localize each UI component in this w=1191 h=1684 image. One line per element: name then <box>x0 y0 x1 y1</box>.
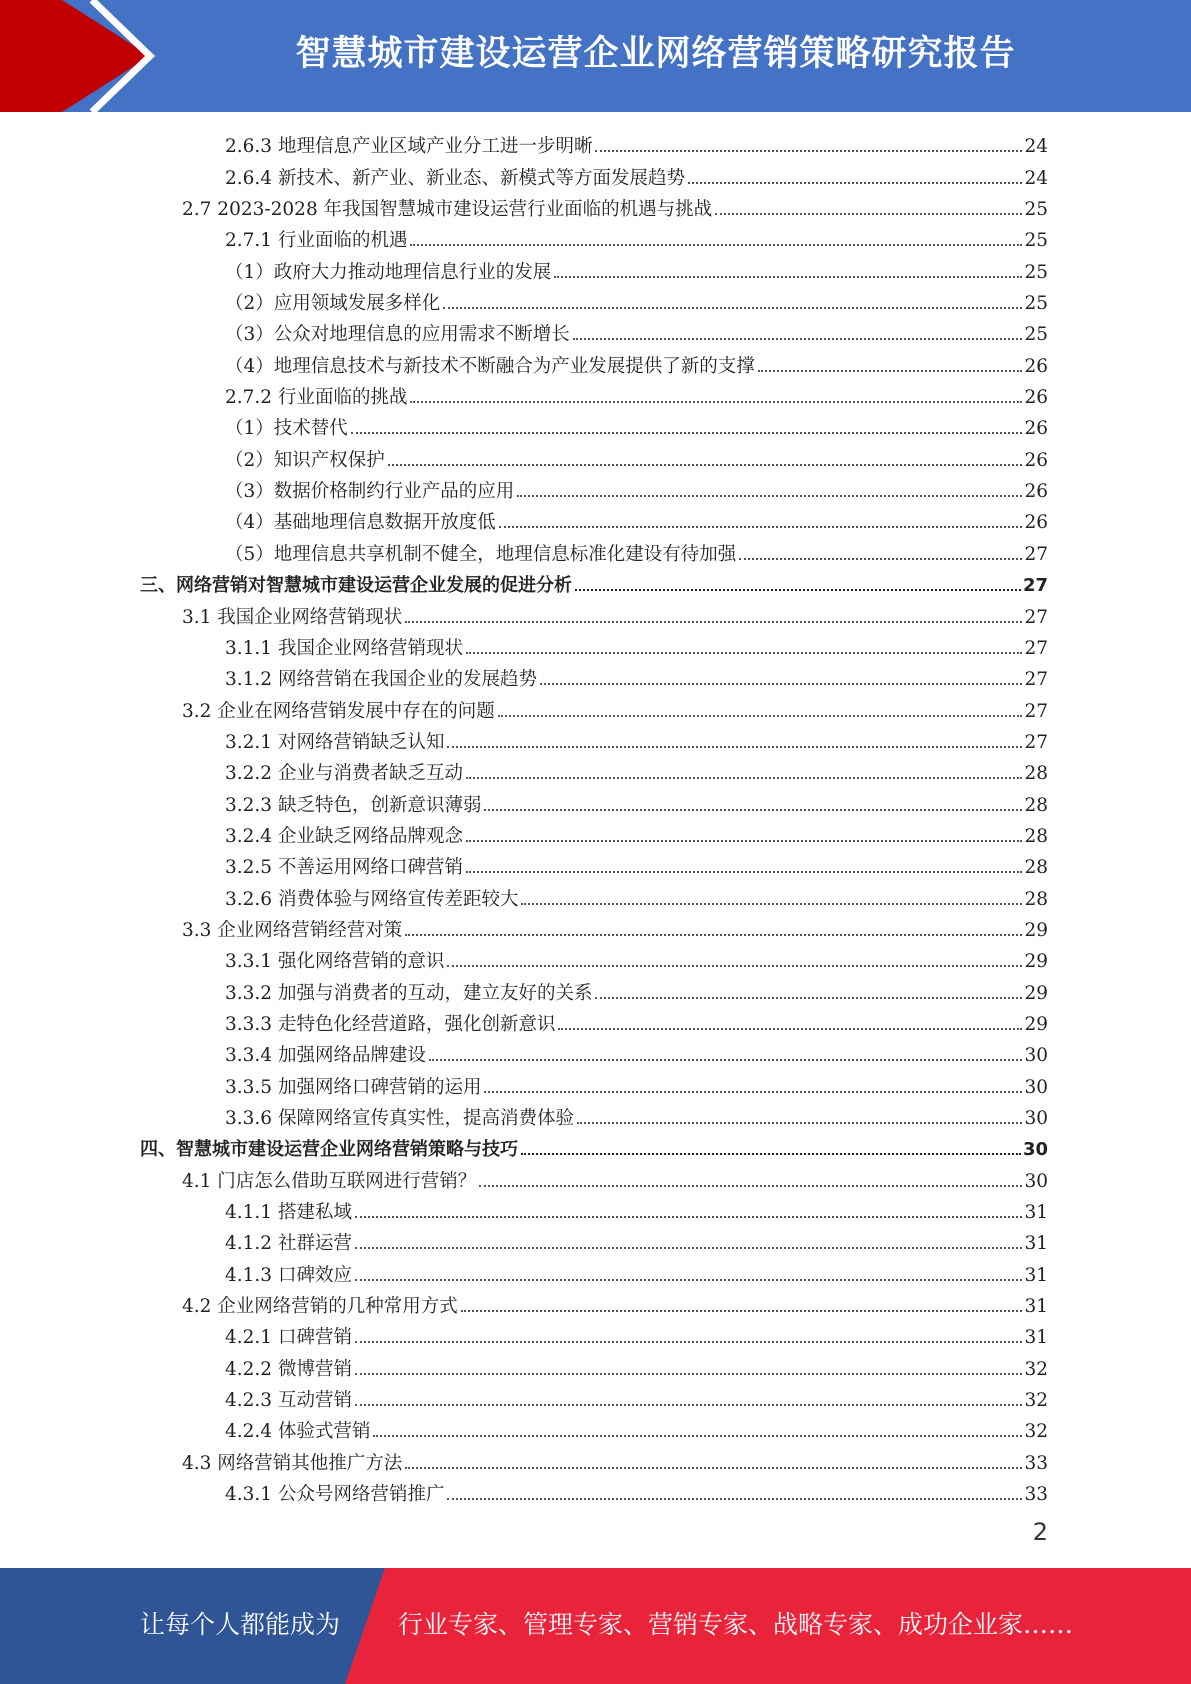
toc-entry-label: 4.3.1 公众号网络营销推广 <box>225 1484 445 1506</box>
toc-dot-leader <box>715 213 1022 215</box>
toc-entry[interactable] <box>140 630 1048 661</box>
toc-entry[interactable] <box>140 535 1048 566</box>
toc-entry[interactable] <box>140 191 1048 222</box>
toc-entry-label: 3.3.5 加强网络口碑营销的运用 <box>225 1076 482 1098</box>
toc-entry-page: 28 <box>1024 825 1048 847</box>
toc-entry-label: 3.3.4 加强网络品牌建设 <box>225 1045 426 1067</box>
toc-dot-leader <box>484 809 1022 811</box>
toc-dot-leader <box>405 1467 1022 1469</box>
toc-dot-leader <box>410 244 1022 246</box>
toc-entry[interactable] <box>140 1382 1048 1413</box>
toc-entry-page: 25 <box>1024 230 1048 252</box>
toc-entry-label: （3）公众对地理信息的应用需求不断增长 <box>225 324 570 346</box>
toc-entry-page: 29 <box>1024 1013 1048 1035</box>
toc-entry-page: 32 <box>1024 1390 1048 1412</box>
toc-entry-page: 27 <box>1024 700 1048 722</box>
toc-entry[interactable] <box>140 347 1048 378</box>
toc-entry[interactable] <box>140 316 1048 347</box>
toc-dot-leader <box>466 652 1022 654</box>
toc-dot-leader <box>373 1435 1022 1437</box>
toc-entry-label: 3.1.2 网络营销在我国企业的发展趋势 <box>225 669 537 691</box>
toc-dot-leader <box>558 1028 1022 1030</box>
toc-entry-label: （5）地理信息共享机制不健全，地理信息标准化建设有待加强 <box>225 543 737 565</box>
toc-entry-page: 30 <box>1024 1170 1048 1192</box>
toc-entry[interactable] <box>140 1162 1048 1193</box>
toc-entry-page: 25 <box>1024 261 1048 283</box>
toc-entry-label: 4.2.2 微博营销 <box>225 1358 352 1380</box>
toc-entry-page: 28 <box>1024 763 1048 785</box>
toc-entry-page: 31 <box>1024 1296 1048 1318</box>
toc-entry-label: 3.2.3 缺乏特色，创新意识薄弱 <box>225 794 482 816</box>
toc-entry[interactable] <box>140 410 1048 441</box>
toc-entry-label: 4.1.3 口碑效应 <box>225 1264 352 1286</box>
toc-entry-page: 29 <box>1024 982 1048 1004</box>
toc-entry-label: 3.2.6 消费体验与网络宣传差距较大 <box>225 888 519 910</box>
toc-entry-page: 28 <box>1024 794 1048 816</box>
toc-entry-label: 3.3.2 加强与消费者的互动，建立友好的关系 <box>225 982 593 1004</box>
toc-entry-label: 4.2.3 互动营销 <box>225 1390 352 1412</box>
toc-entry-page: 30 <box>1024 1076 1048 1098</box>
toc-dot-leader <box>355 1341 1023 1343</box>
toc-entry[interactable] <box>140 253 1048 284</box>
toc-entry[interactable] <box>140 755 1048 786</box>
toc-entry-label: 3.2.4 企业缺乏网络品牌观念 <box>225 825 463 847</box>
toc-entry-label: 三、网络营销对智慧城市建设运营企业发展的促进分析 <box>140 575 572 597</box>
toc-entry-label: 4.3 网络营销其他推广方法 <box>182 1452 403 1474</box>
toc-entry[interactable] <box>140 692 1048 723</box>
toc-entry[interactable] <box>140 974 1048 1005</box>
toc-entry-label: 2.7.2 行业面临的挑战 <box>225 387 408 409</box>
toc-dot-leader <box>573 338 1023 340</box>
toc-dot-leader <box>405 621 1022 623</box>
toc-dot-leader <box>429 1059 1022 1061</box>
toc-entry-page: 26 <box>1024 449 1048 471</box>
toc-entry-label: 4.1.1 搭建私域 <box>225 1202 352 1224</box>
toc-entry-page: 31 <box>1024 1327 1048 1349</box>
toc-dot-leader <box>355 1216 1023 1218</box>
toc-entry-label: 2.6.4 新技术、新产业、新业态、新模式等方面发展趋势 <box>225 167 685 189</box>
toc-entry[interactable] <box>140 285 1048 316</box>
toc-dot-leader <box>351 432 1023 434</box>
toc-entry-label: 3.2.1 对网络营销缺乏认知 <box>225 731 445 753</box>
toc-dot-leader <box>466 871 1022 873</box>
toc-entry-label: 2.7 2023-2028 年我国智慧城市建设运营行业面临的机遇与挑战 <box>182 199 713 221</box>
toc-dot-leader <box>466 840 1022 842</box>
toc-entry-page: 25 <box>1024 324 1048 346</box>
toc-dot-leader <box>355 1373 1023 1375</box>
toc-entry-label: 3.2 企业在网络营销发展中存在的问题 <box>182 700 495 722</box>
toc-entry[interactable] <box>140 1068 1048 1099</box>
toc-entry-label: 四、智慧城市建设运营企业网络营销策略与技巧 <box>140 1139 518 1161</box>
toc-dot-leader <box>388 464 1023 466</box>
toc-entry-label: 3.3 企业网络营销经营对策 <box>182 919 403 941</box>
toc-entry[interactable] <box>140 1006 1048 1037</box>
toc-entry-page: 29 <box>1024 919 1048 941</box>
toc-entry-label: 4.2.1 口碑营销 <box>225 1327 352 1349</box>
toc-entry-label: （4）地理信息技术与新技术不断融合为产业发展提供了新的支撑 <box>225 355 755 377</box>
toc-dot-leader <box>355 1247 1023 1249</box>
toc-entry-label: （3）数据价格制约行业产品的应用 <box>225 481 515 503</box>
toc-dot-leader <box>739 558 1022 560</box>
toc-dot-leader <box>466 777 1022 779</box>
toc-entry[interactable] <box>140 1319 1048 1350</box>
toc-entry-page: 31 <box>1024 1264 1048 1286</box>
toc-entry-page: 26 <box>1024 481 1048 503</box>
toc-entry-label: 3.2.5 不善运用网络口碑营销 <box>225 857 463 879</box>
toc-dot-leader <box>758 370 1023 372</box>
toc-entry-label: 3.3.1 强化网络营销的意识 <box>225 951 445 973</box>
toc-entry-page: 30 <box>1024 1045 1048 1067</box>
toc-entry[interactable] <box>140 1225 1048 1256</box>
toc-entry[interactable] <box>140 1476 1048 1507</box>
toc-entry[interactable] <box>140 128 1048 159</box>
toc-entry[interactable] <box>140 473 1048 504</box>
toc-dot-leader <box>447 746 1022 748</box>
toc-entry[interactable] <box>140 661 1048 692</box>
toc-dot-leader <box>447 1498 1022 1500</box>
toc-entry[interactable] <box>140 159 1048 190</box>
toc-entry-label: 2.6.3 地理信息产业区域产业分工进一步明晰 <box>225 136 593 158</box>
page-header <box>0 0 1191 112</box>
toc-entry[interactable] <box>140 1350 1048 1381</box>
toc-entry-page: 31 <box>1024 1233 1048 1255</box>
toc-entry-page: 30 <box>1022 1139 1048 1161</box>
toc-entry-page: 27 <box>1024 543 1048 565</box>
red-arrow-shape <box>0 0 150 112</box>
toc-dot-leader <box>443 307 1022 309</box>
toc-entry-page: 25 <box>1024 293 1048 315</box>
page-footer <box>0 1568 1191 1684</box>
toc-entry[interactable] <box>140 1131 1048 1162</box>
toc-entry-label: 4.1.2 社群运营 <box>225 1233 352 1255</box>
toc-entry-label: 4.2 企业网络营销的几种常用方式 <box>182 1296 458 1318</box>
toc-dot-leader <box>405 934 1022 936</box>
toc-dot-leader <box>575 589 1021 591</box>
toc-entry[interactable] <box>140 379 1048 410</box>
toc-entry-label: （2）知识产权保护 <box>225 449 385 471</box>
toc-entry[interactable] <box>140 880 1048 911</box>
toc-entry-label: 4.2.4 体验式营销 <box>225 1421 371 1443</box>
toc-dot-leader <box>595 150 1022 152</box>
toc-entry[interactable] <box>140 1100 1048 1131</box>
toc-entry-label: 2.7.1 行业面临的机遇 <box>225 230 408 252</box>
toc-entry[interactable] <box>140 849 1048 880</box>
toc-entry[interactable] <box>140 1037 1048 1068</box>
toc-dot-leader <box>484 1091 1022 1093</box>
toc-dot-leader <box>499 526 1023 528</box>
toc-entry-page: 28 <box>1024 857 1048 879</box>
toc-entry[interactable] <box>140 441 1048 472</box>
toc-entry-page: 33 <box>1024 1452 1048 1474</box>
toc-entry[interactable] <box>140 912 1048 943</box>
toc-entry-page: 26 <box>1024 418 1048 440</box>
toc-entry-page: 26 <box>1024 355 1048 377</box>
toc-entry-page: 32 <box>1024 1358 1048 1380</box>
toc-entry[interactable] <box>140 724 1048 755</box>
toc-entry-page: 25 <box>1024 199 1048 221</box>
toc-dot-leader <box>688 182 1022 184</box>
toc-entry[interactable] <box>140 567 1048 598</box>
toc-entry[interactable] <box>140 598 1048 629</box>
toc-dot-leader <box>521 1153 1021 1155</box>
page-number: 2 <box>1032 1518 1048 1546</box>
toc-entry-label: （1）技术替代 <box>225 418 348 440</box>
toc-entry-label: 4.1 门店怎么借助互联网进行营销？ <box>182 1170 477 1192</box>
toc-entry-label: （2）应用领域发展多样化 <box>225 293 441 315</box>
toc-dot-leader <box>410 401 1022 403</box>
report-title: 智慧城市建设运营企业网络营销策略研究报告 <box>295 34 1016 74</box>
toc-entry-page: 31 <box>1024 1202 1048 1224</box>
toc-dot-leader <box>595 997 1022 999</box>
toc-entry-page: 27 <box>1024 637 1048 659</box>
toc-entry-label: 3.1.1 我国企业网络营销现状 <box>225 637 463 659</box>
toc-dot-leader <box>447 965 1022 967</box>
toc-dot-leader <box>521 903 1022 905</box>
toc-entry[interactable] <box>140 1194 1048 1225</box>
toc-entry-page: 33 <box>1024 1484 1048 1506</box>
toc-entry[interactable] <box>140 943 1048 974</box>
toc-dot-leader <box>554 276 1022 278</box>
toc-entry[interactable] <box>140 222 1048 253</box>
toc-entry-page: 27 <box>1024 669 1048 691</box>
toc-dot-leader <box>540 683 1022 685</box>
toc-entry[interactable] <box>140 1256 1048 1287</box>
toc-dot-leader <box>355 1279 1023 1281</box>
footer-slogan-right: 行业专家、管理专家、营销专家、战略专家、成功企业家…… <box>398 1610 1074 1639</box>
toc-dot-leader <box>355 1404 1023 1406</box>
footer-slogan-left: 让每个人都能成为 <box>140 1610 341 1639</box>
toc-entry-label: （1）政府大力推动地理信息行业的发展 <box>225 261 552 283</box>
toc-entry-page: 27 <box>1024 731 1048 753</box>
toc-entry[interactable] <box>140 504 1048 535</box>
toc-entry[interactable] <box>140 1288 1048 1319</box>
toc-entry[interactable] <box>140 786 1048 817</box>
toc-entry-page: 30 <box>1024 1108 1048 1129</box>
toc-entry-label: （4）基础地理信息数据开放度低 <box>225 512 496 534</box>
toc-entry-label: 3.3.6 保障网络宣传真实性，提高消费体验 <box>225 1108 574 1129</box>
toc-entry-label: 3.2.2 企业与消费者缺乏互动 <box>225 763 463 785</box>
toc-entry-page: 26 <box>1024 387 1048 409</box>
toc-dot-leader <box>517 495 1022 497</box>
toc-entry[interactable] <box>140 1444 1048 1475</box>
toc-entry-page: 24 <box>1024 136 1048 158</box>
toc-entry-page: 24 <box>1024 167 1048 189</box>
toc-entry-label: 3.1 我国企业网络营销现状 <box>182 606 403 628</box>
toc-entry[interactable] <box>140 1413 1048 1444</box>
toc-dot-leader <box>479 1185 1022 1187</box>
toc-entry-page: 26 <box>1024 512 1048 534</box>
toc-dot-leader <box>461 1310 1023 1312</box>
table-of-contents <box>140 128 1048 1507</box>
toc-entry[interactable] <box>140 818 1048 849</box>
toc-entry-page: 32 <box>1024 1421 1048 1443</box>
toc-entry-page: 27 <box>1024 606 1048 628</box>
toc-entry-page: 29 <box>1024 951 1048 973</box>
toc-dot-leader <box>498 715 1023 717</box>
toc-entry-label: 3.3.3 走特色化经营道路，强化创新意识 <box>225 1013 556 1035</box>
toc-entry-page: 27 <box>1022 575 1048 597</box>
toc-entry-page: 28 <box>1024 888 1048 910</box>
toc-dot-leader <box>577 1122 1022 1124</box>
